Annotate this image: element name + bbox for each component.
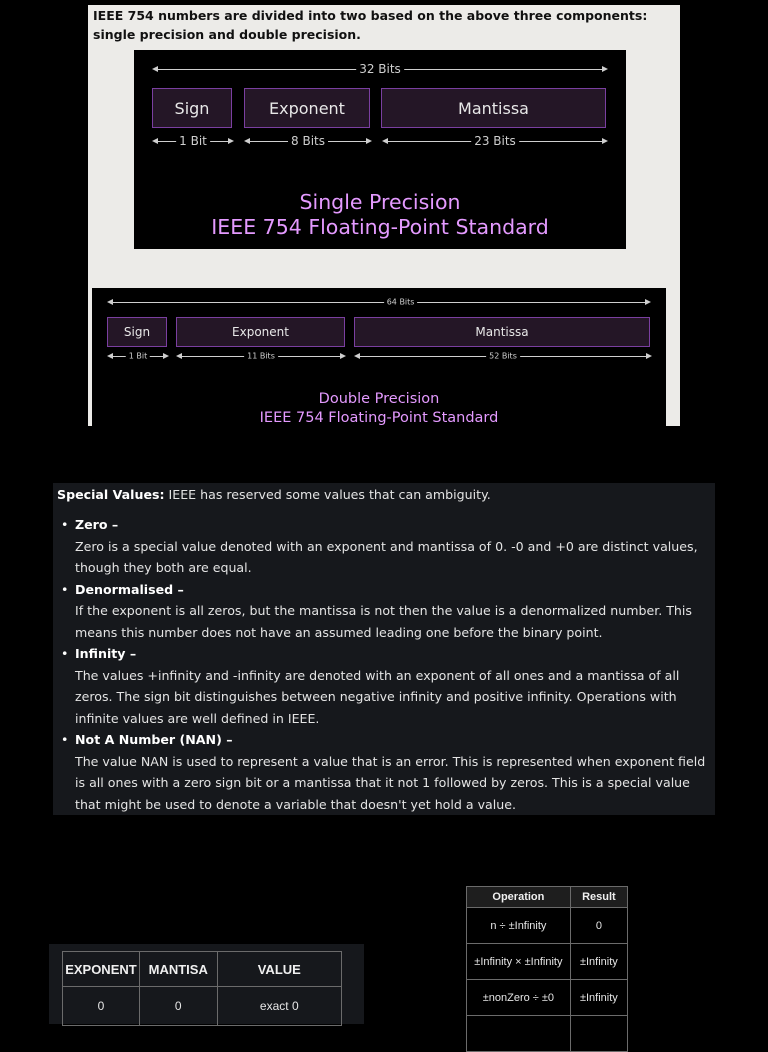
column-header: VALUE (217, 952, 341, 987)
list-item (53, 514, 715, 579)
sign-bits-label: 1 Bit (126, 352, 150, 361)
table-row (467, 980, 628, 1016)
exponent-bits-label: 11 Bits (244, 352, 278, 361)
special-values-intro (57, 485, 491, 505)
sign-bits-label: 1 Bit (176, 134, 210, 148)
column-header: MANTISA (139, 952, 217, 987)
operations-table (466, 886, 628, 1052)
sign-bits-measure (109, 351, 167, 361)
list-item-term: • Denormalised – (75, 581, 184, 597)
column-header: Result (570, 887, 627, 908)
table-cell: ±Infinity × ±Infinity (467, 944, 571, 980)
mantissa-field (354, 317, 650, 347)
mantissa-bits-label: 52 Bits (486, 352, 520, 361)
special-values-list (53, 514, 715, 815)
exponent-bits-measure (246, 134, 370, 148)
double-precision-diagram (92, 288, 666, 426)
special-values-section (53, 483, 715, 815)
column-header: Operation (467, 887, 571, 908)
table-cell (467, 1016, 571, 1052)
mantissa-bits-label: 23 Bits (471, 134, 519, 148)
sign-field-label: Sign (123, 325, 151, 339)
column-header: EXPONENT (63, 952, 140, 987)
table-row (467, 908, 628, 944)
list-item-term: • Zero – (75, 517, 119, 532)
sign-field (152, 88, 232, 128)
table-cell (570, 1016, 627, 1052)
list-item-term: • Not A Number (NAN) – (75, 732, 233, 747)
list-item-description: The value NAN is used to represent a value that is an error. This is represented when exponent field is all ones with a zero sign bit or a mantissa that it not 1 followed by zeros. This is a special value that might be used to denote a variable that doesn't yet hold a value. (75, 753, 706, 812)
list-item-description: If the exponent is all zeros, but the mantissa is not then the value is a denormalized number. This means this number does not have an assumed leading one before the binary point. (75, 603, 692, 640)
list-item-term: • Infinity – (75, 646, 137, 661)
double-precision-title-line1: Double Precision (318, 391, 440, 407)
table-cell: ±nonZero ÷ ±0 (467, 980, 571, 1016)
total-bits-measure (109, 297, 649, 307)
intro-paragraph: IEEE 754 numbers are divided into two based on the above three components: single precision and double precision. (93, 8, 648, 42)
exponent-bits-measure (178, 351, 344, 361)
exponent-bits-label: 8 Bits (288, 134, 328, 148)
table-header-row (63, 952, 342, 987)
single-precision-diagram (134, 50, 626, 249)
table-header-row (467, 887, 628, 908)
table-cell: 0 (570, 908, 627, 944)
table-cell: 0 (139, 987, 217, 1026)
table-cell: n ÷ ±Infinity (467, 908, 571, 944)
list-item-description: The values +infinity and -infinity are denoted with an exponent of all ones and a mantissa of all zeros. The sign bit distinguishes between negative infinity and positive infinity. Operations with infinite values are well defined in IEEE. (75, 667, 680, 726)
list-item (53, 579, 715, 644)
exponent-field-label: Exponent (232, 325, 289, 339)
special-values-intro-text: IEEE has reserved some values that can ambiguity. (168, 487, 491, 502)
table-cell: exact 0 (217, 987, 341, 1026)
exponent-field (244, 88, 370, 128)
table-cell: ±Infinity (570, 980, 627, 1016)
table-cell: 0 (63, 987, 140, 1026)
single-precision-title (134, 190, 626, 240)
exponent-field-label: Exponent (269, 98, 345, 118)
total-bits-measure (154, 62, 606, 76)
list-item-description: Zero is a special value denoted with an exponent and mantissa of 0. -0 and +0 are distinct values, though they both are equal. (75, 538, 698, 575)
list-item (53, 729, 715, 815)
exponent-field (176, 317, 345, 347)
double-precision-title (92, 390, 666, 428)
table-row (63, 987, 342, 1026)
mantissa-field-label: Mantissa (458, 98, 529, 118)
mantissa-bits-measure (356, 351, 650, 361)
exponent-mantissa-value-table (62, 951, 342, 1026)
total-bits-label: 64 Bits (384, 298, 418, 307)
table-row (467, 1016, 628, 1052)
mantissa-field (381, 88, 606, 128)
double-precision-title-line2: IEEE 754 Floating-Point Standard (259, 410, 499, 426)
sign-field-label: Sign (174, 98, 210, 118)
value-table-container (49, 944, 364, 1024)
total-bits-label: 32 Bits (356, 62, 404, 76)
ieee-754-figure-panel (88, 5, 680, 426)
special-values-heading: Special Values: (57, 487, 165, 502)
sign-bits-measure (154, 134, 232, 148)
mantissa-bits-measure (384, 134, 606, 148)
list-item (53, 643, 715, 729)
table-cell: ±Infinity (570, 944, 627, 980)
single-precision-title-line1: Single Precision (299, 190, 461, 214)
sign-field (107, 317, 167, 347)
mantissa-field-label: Mantissa (475, 325, 529, 339)
single-precision-title-line2: IEEE 754 Floating-Point Standard (211, 215, 549, 239)
table-row (467, 944, 628, 980)
